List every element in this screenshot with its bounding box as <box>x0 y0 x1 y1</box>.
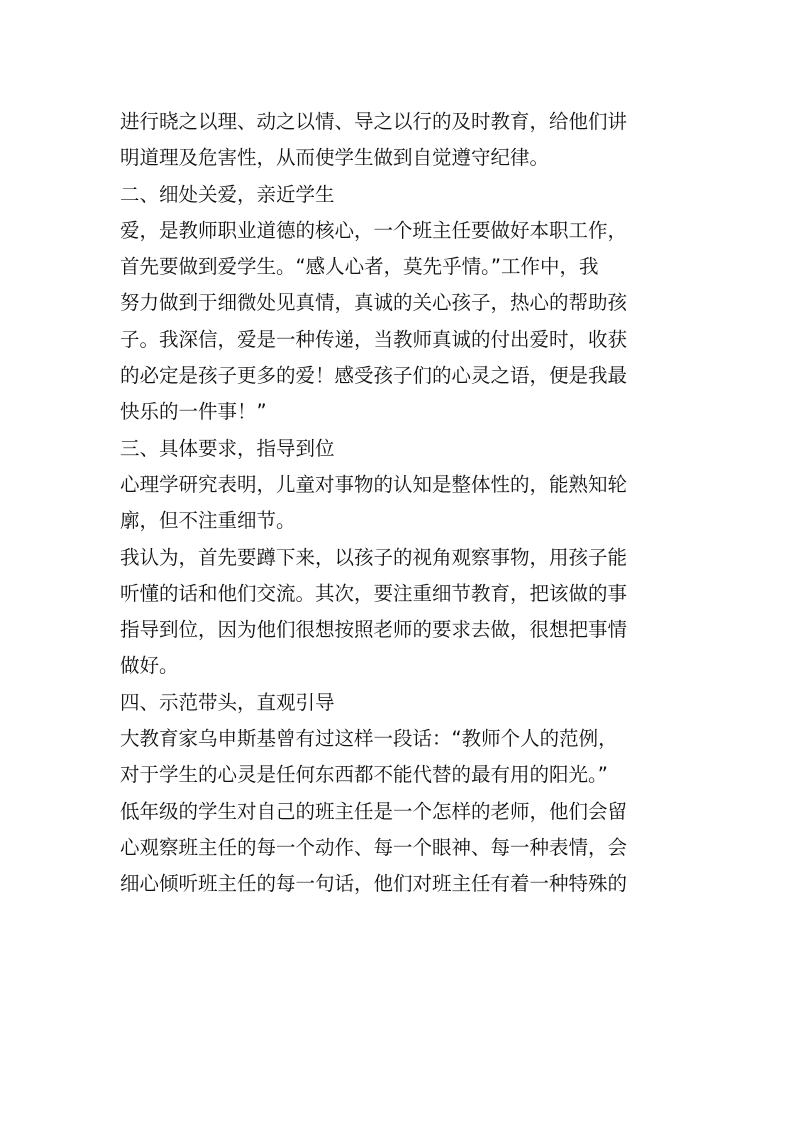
section-heading: 三、具体要求，指导到位 <box>120 436 335 460</box>
body-text-line: 细心倾听班主任的每一句话，他们对班主任有着一种特殊的 <box>120 872 628 896</box>
section-heading: 二、细处关爱，亲近学生 <box>120 182 335 206</box>
body-text-line: 爱，是教师职业道德的核心，一个班主任要做好本职工作， <box>120 218 628 242</box>
document-body <box>120 104 680 903</box>
body-text-line: 低年级的学生对自己的班主任是一个怎样的老师，他们会留 <box>120 799 628 823</box>
body-text-line: 听懂的话和他们交流。其次，要注重细节教育，把该做的事 <box>120 581 628 605</box>
body-text-line: 首先要做到爱学生。“感人心者，莫先乎情。”工作中，我 <box>120 255 599 279</box>
body-text-line: 快乐的一件事！” <box>120 400 267 424</box>
body-text-line: 廓，但不注重细节。 <box>120 509 296 533</box>
body-text-line: 大教育家乌申斯基曾有过这样一段话：“教师个人的范例， <box>120 727 618 751</box>
body-text-line: 做好。 <box>120 654 179 678</box>
body-text-line: 子。我深信，爱是一种传递，当教师真诚的付出爱时，收获 <box>120 327 628 351</box>
body-text-line: 指导到位，因为他们很想按照老师的要求去做，很想把事情 <box>120 618 628 642</box>
body-text-line: 进行晓之以理、动之以情、导之以行的及时教育，给他们讲 <box>120 110 628 133</box>
body-text-line: 努力做到于细微处见真情，真诚的关心孩子，热心的帮助孩 <box>120 291 628 315</box>
body-text-line: 我认为，首先要蹲下来，以孩子的视角观察事物，用孩子能 <box>120 545 628 569</box>
body-text-line: 心理学研究表明，儿童对事物的认知是整体性的，能熟知轮 <box>120 472 628 496</box>
body-text-line: 心观察班主任的每一个动作、每一个眼神、每一种表情，会 <box>120 835 628 859</box>
body-text-line: 的必定是孩子更多的爱！感受孩子们的心灵之语，便是我最 <box>120 364 628 388</box>
body-text-line: 明道理及危害性，从而使学生做到自觉遵守纪律。 <box>120 146 550 170</box>
body-text-line: 对于学生的心灵是任何东西都不能代替的最有用的阳光。” <box>120 763 608 787</box>
section-heading: 四、示范带头，直观引导 <box>120 690 335 714</box>
